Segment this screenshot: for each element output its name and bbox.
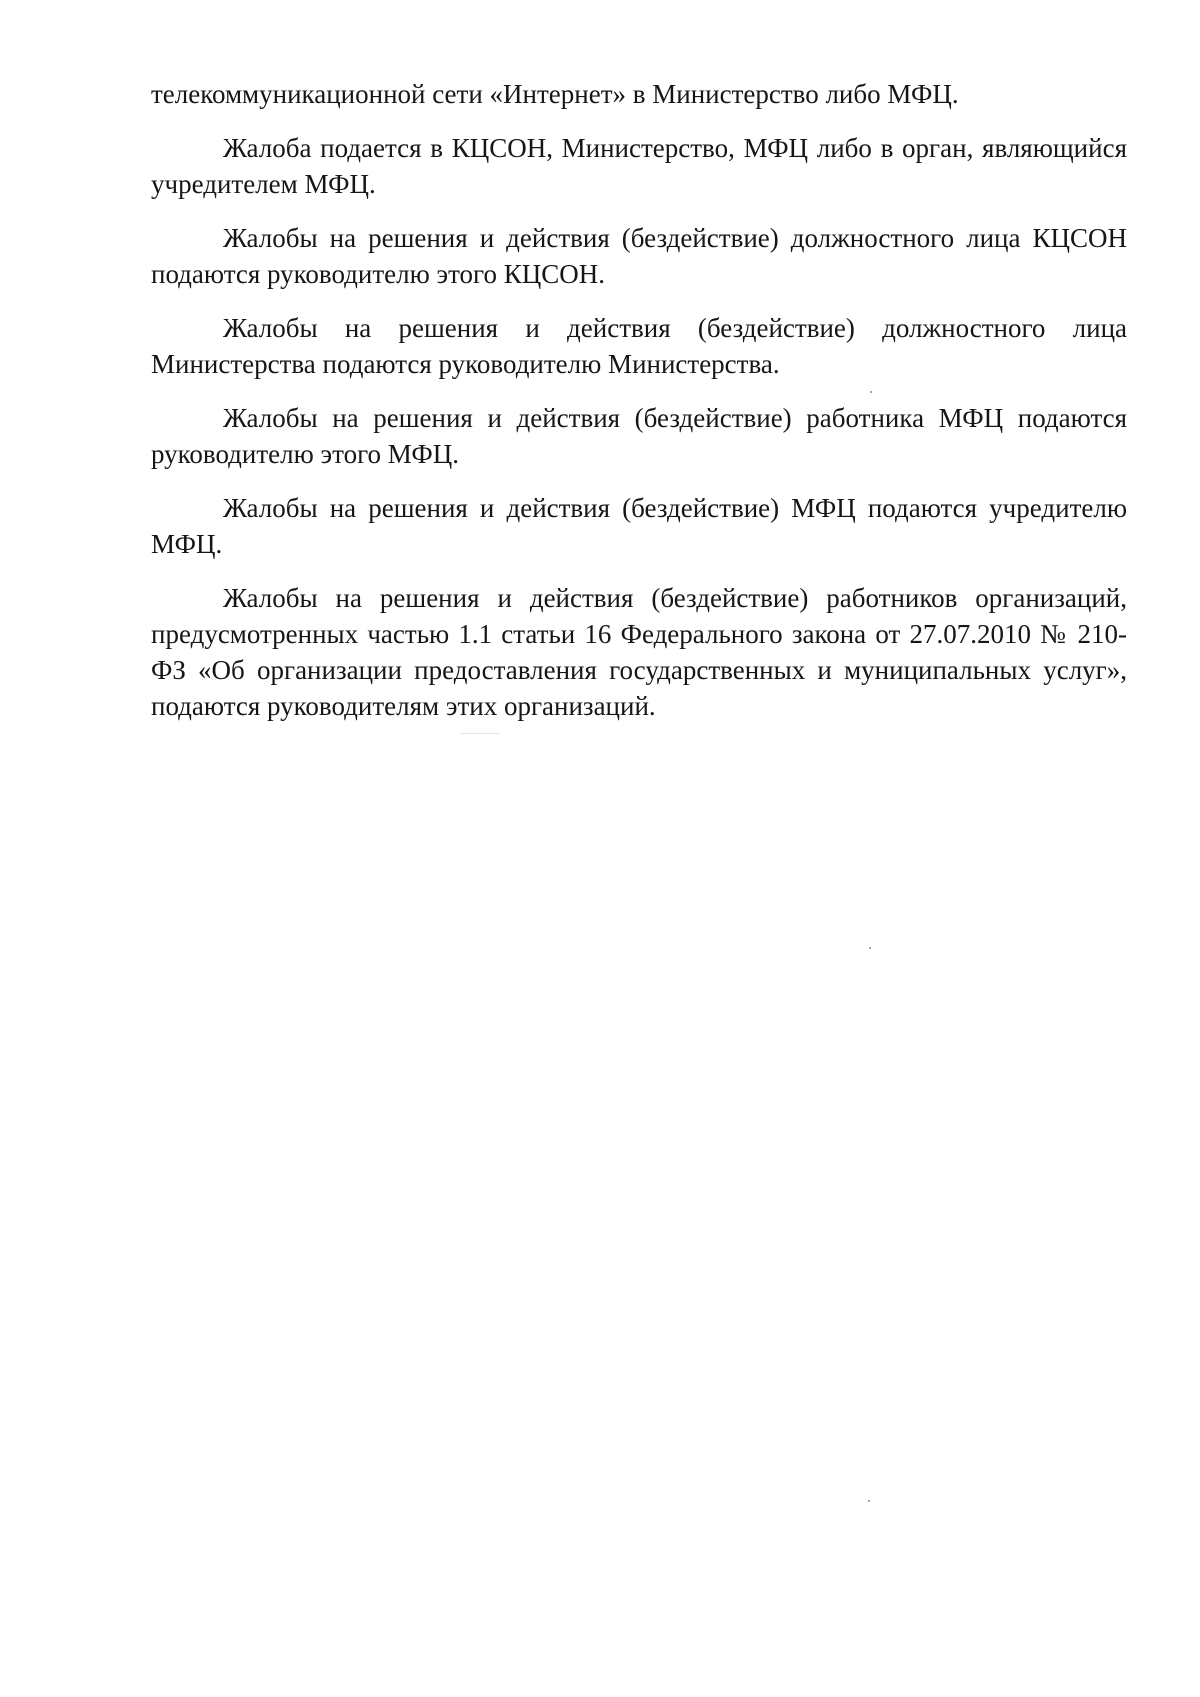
paragraph-mfc-founder: Жалобы на решения и действия (бездействие) МФЦ подаются учредителю МФЦ. bbox=[151, 493, 1127, 559]
scan-artifact-line bbox=[460, 733, 500, 734]
paragraph-kcson-official: Жалобы на решения и действия (бездействие) должностного лица КЦСОН подаются руководителю этого КЦСОН. bbox=[151, 223, 1127, 289]
paragraph-internet-submission: телекоммуникационной сети «Интернет» в Министерство либо МФЦ. bbox=[151, 79, 959, 109]
scan-speck bbox=[870, 391, 872, 393]
paragraph-mfc-employee: Жалобы на решения и действия (бездействие) работника МФЦ подаются руководителю этого МФЦ. bbox=[151, 403, 1127, 469]
document-body bbox=[151, 76, 1127, 742]
paragraph-complaint-recipients: Жалоба подается в КЦСОН, Министерство, МФЦ либо в орган, являющийся учредителем МФЦ. bbox=[151, 133, 1127, 199]
scan-speck bbox=[869, 947, 871, 949]
paragraph-organization-employees: Жалобы на решения и действия (бездействие) работников организаций, предусмотренных частью 1.1 статьи 16 Федерального закона от 27.07.2010 № 210-ФЗ «Об организации предоставления государственных и муниципальных услуг», подаются руководителям этих организаций. bbox=[151, 583, 1127, 721]
scan-speck bbox=[868, 1500, 870, 1502]
paragraph-ministry-official: Жалобы на решения и действия (бездействие) должностного лица Министерства подаются руководителю Министерства. bbox=[151, 313, 1127, 379]
